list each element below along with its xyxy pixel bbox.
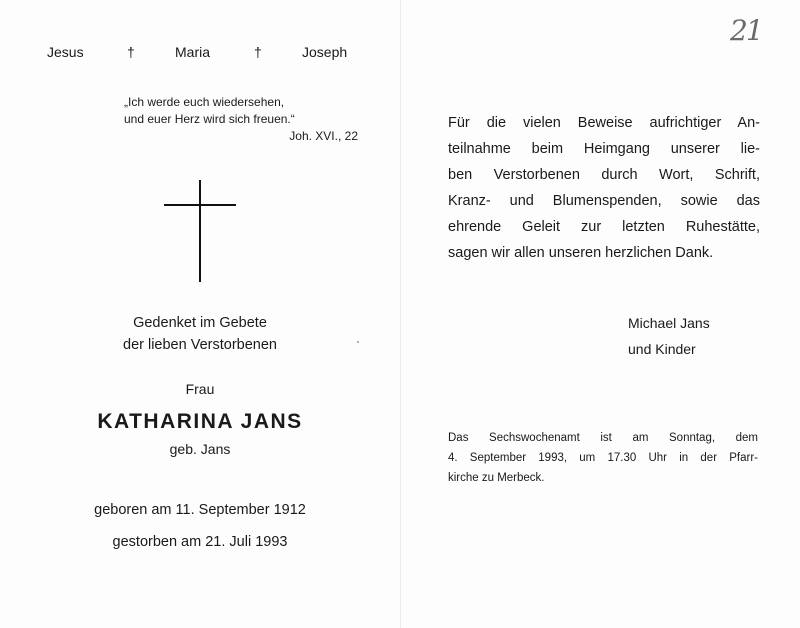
paper-speck — [357, 341, 359, 343]
thanks-line: sagen wir allen unseren herzlichen Dank. — [448, 245, 714, 261]
signature — [628, 310, 710, 362]
prayer-line-2: der lieben Verstorbenen — [123, 337, 277, 353]
quote-reference: Joh. XVI., 22 — [289, 129, 358, 143]
thanks-line: ehrende Geleit zur letzten Ruhestätte, — [448, 219, 760, 235]
dagger-icon: † — [254, 44, 262, 60]
holy-family-header — [0, 44, 400, 64]
thanks-paragraph — [448, 110, 760, 266]
thanks-line: Kranz- und Blumenspenden, sowie das — [448, 193, 760, 209]
quote-line-1: „Ich werde euch wiedersehen, — [124, 95, 285, 109]
deceased-name: KATHARINA JANS — [97, 410, 303, 433]
header-jesus: Jesus — [47, 44, 84, 60]
deceased-title: Frau — [185, 381, 215, 397]
signature-line-2: und Kinder — [628, 341, 696, 357]
mass-line: 4. September 1993, um 17.30 Uhr in der Pfarr- — [448, 452, 758, 464]
life-dates — [0, 494, 400, 558]
quote-line-2: und euer Herz wird sich freuen.“ — [124, 112, 295, 126]
dagger-icon: † — [127, 44, 135, 60]
cross-vertical-bar — [199, 180, 201, 282]
thanks-line: teilnahme beim Heimgang unserer lie- — [448, 141, 760, 157]
birth-date: geboren am 11. September 1912 — [94, 502, 306, 518]
header-joseph: Joseph — [302, 44, 348, 60]
cross-horizontal-bar — [164, 204, 236, 206]
header-maria: Maria — [175, 44, 211, 60]
thanks-line: ben Verstorbenen durch Wort, Schrift, — [448, 167, 760, 183]
mass-announcement — [448, 428, 758, 488]
prayer-request — [0, 312, 400, 356]
handwritten-page-number: 21 — [730, 14, 762, 47]
mass-line: kirche zu Merbeck. — [448, 472, 545, 484]
mass-line: Das Sechswochenamt ist am Sonntag, dem — [448, 432, 758, 444]
prayer-line-1: Gedenket im Gebete — [133, 315, 267, 331]
right-panel — [400, 0, 800, 628]
signature-line-1: Michael Jans — [628, 315, 710, 331]
death-date: gestorben am 21. Juli 1993 — [112, 534, 288, 550]
bible-quote — [110, 94, 358, 145]
maiden-name: geb. Jans — [169, 441, 231, 457]
cross-icon — [164, 180, 236, 282]
thanks-line: Für die vielen Beweise aufrichtiger An- — [448, 115, 760, 131]
